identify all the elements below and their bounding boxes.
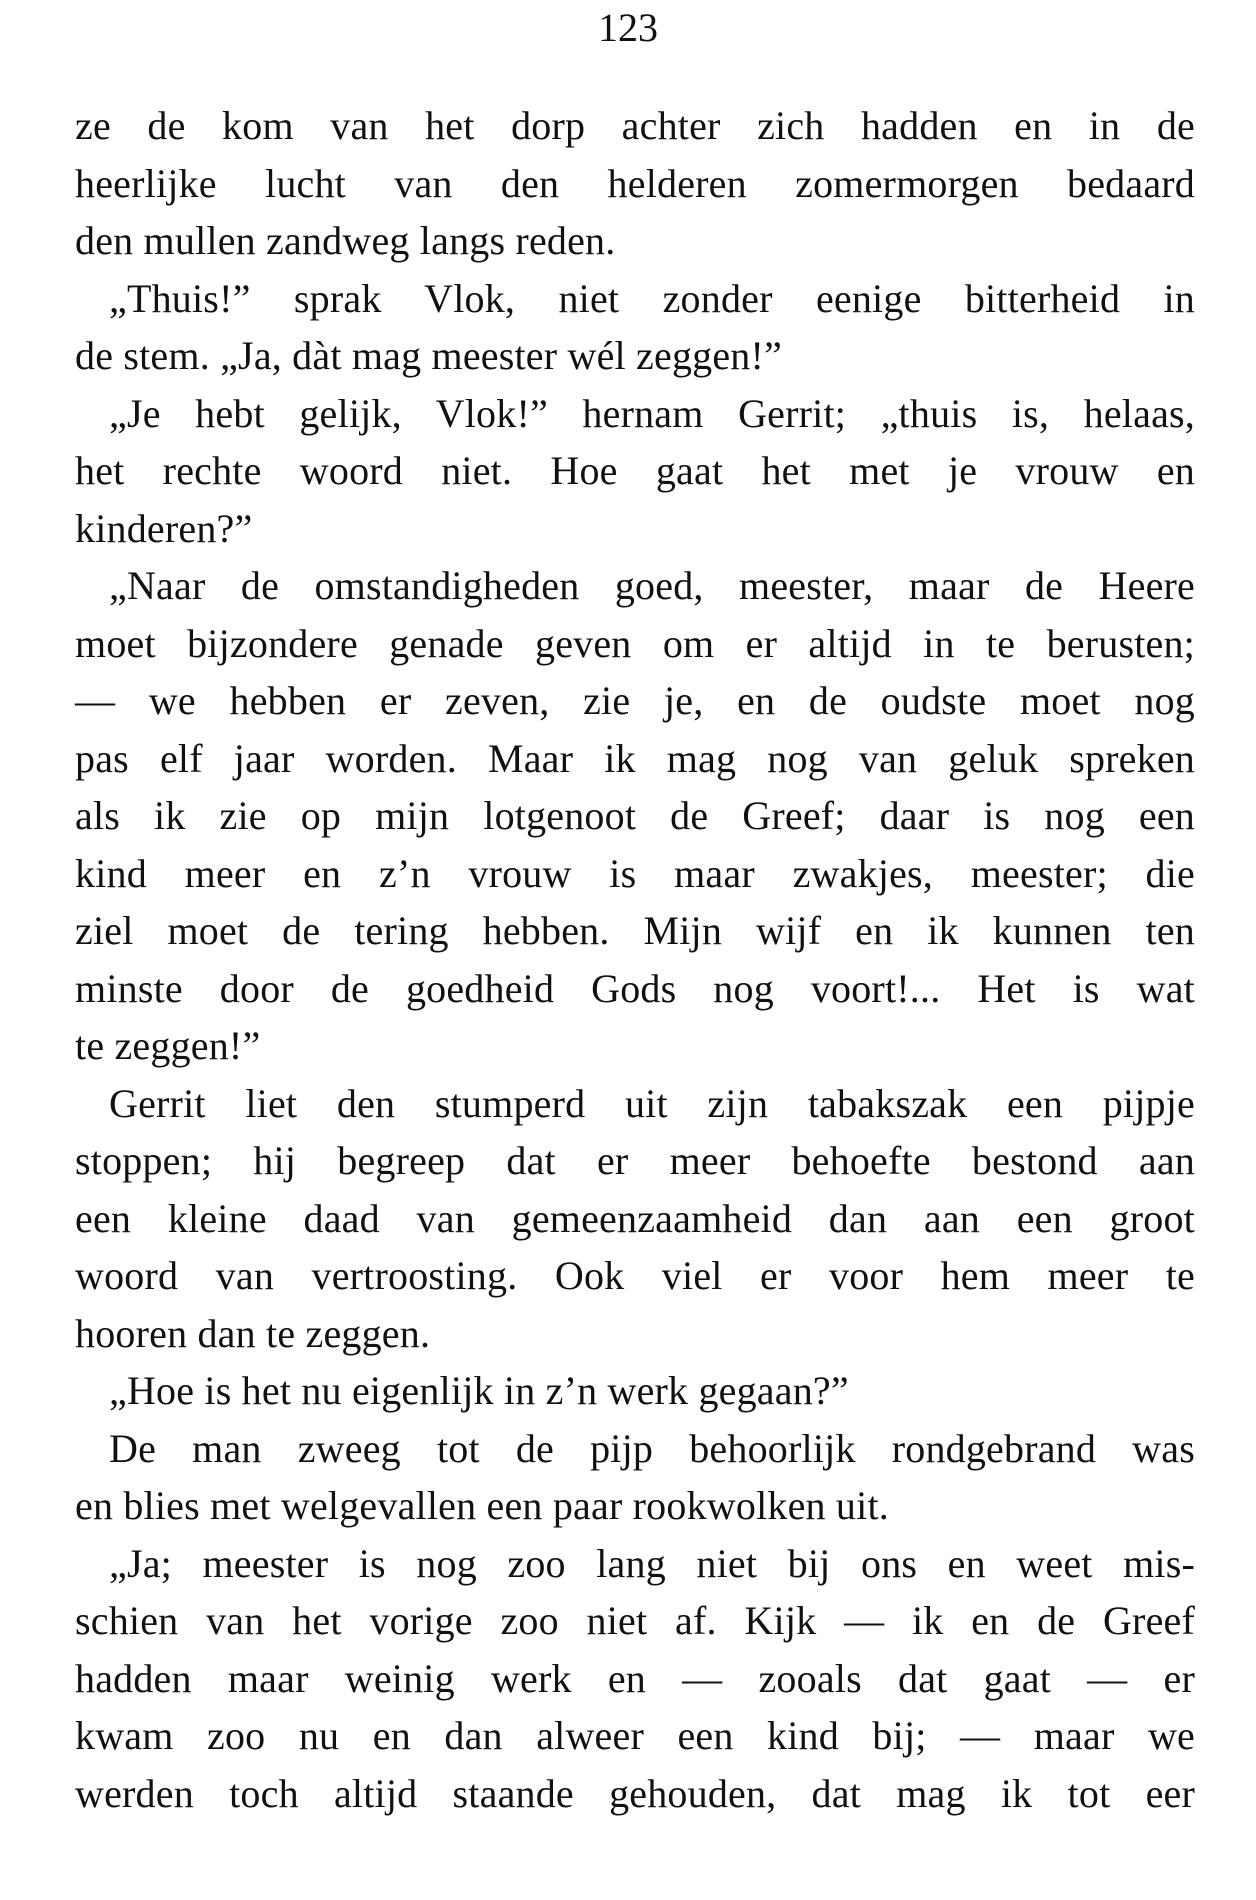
text-line: heerlijke lucht van den helderen zomermorgen bedaard <box>75 160 1195 206</box>
text-line: den mullen zandweg langs reden. <box>75 218 616 263</box>
text-line: pas elf jaar worden. Maar ik mag nog van geluk spreken <box>75 735 1195 781</box>
text-line: en blies met welgevallen een paar rookwolken uit. <box>75 1483 889 1528</box>
text-line: de stem. „Ja, dàt mag meester wél zeggen!” <box>75 333 782 378</box>
text-line: — we hebben er zeven, zie je, en de oudste moet nog <box>75 678 1195 723</box>
text-line: een kleine daad van gemeenzaamheid dan aan een groot <box>75 1195 1195 1241</box>
text-line: stoppen; hij begreep dat er meer behoefte bestond aan <box>75 1138 1195 1183</box>
text-line: schien van het vorige zoo niet af. Kijk — ik en de Greef <box>75 1598 1195 1643</box>
text-line: kwam zoo nu en dan alweer een kind bij; — maar we <box>75 1713 1195 1758</box>
body-text <box>75 97 1195 1822</box>
text-line: moet bijzondere genade geven om er altijd in te berusten; <box>75 620 1195 666</box>
text-line: Gerrit liet den stumperd uit zijn tabakszak een pijpje <box>109 1080 1195 1126</box>
text-line: ziel moet de tering hebben. Mijn wijf en ik kunnen ten <box>75 908 1195 953</box>
text-line: „Je hebt gelijk, Vlok!” hernam Gerrit; „thuis is, helaas, <box>109 390 1195 436</box>
text-line: „Hoe is het nu eigenlijk in z’n werk gegaan?” <box>109 1368 849 1413</box>
text-line: „Thuis!” sprak Vlok, niet zonder eenige bitterheid in <box>109 275 1195 321</box>
text-line: woord van vertroosting. Ook viel er voor hem meer te <box>75 1253 1195 1298</box>
text-line: De man zweeg tot de pijp behoorlijk rondgebrand was <box>109 1425 1195 1471</box>
text-line: werden toch altijd staande gehouden, dat mag ik tot eer <box>75 1770 1195 1816</box>
text-line: kind meer en z’n vrouw is maar zwakjes, meester; die <box>75 850 1195 896</box>
page-number: 123 <box>598 5 658 50</box>
text-line: minste door de goedheid Gods nog voort!... Het is wat <box>75 965 1195 1011</box>
text-line: „Ja; meester is nog zoo lang niet bij ons en weet mis- <box>109 1540 1195 1586</box>
text-line: als ik zie op mijn lotgenoot de Greef; daar is nog een <box>75 793 1195 838</box>
text-line: het rechte woord niet. Hoe gaat het met je vrouw en <box>75 448 1195 493</box>
text-line: hadden maar weinig werk en — zooals dat gaat — er <box>75 1655 1195 1701</box>
text-line: hooren dan te zeggen. <box>75 1310 431 1356</box>
text-line: te zeggen!” <box>75 1023 261 1068</box>
text-line: „Naar de omstandigheden goed, meester, maar de Heere <box>109 563 1195 608</box>
text-line: kinderen?” <box>75 505 253 551</box>
text-line: ze de kom van het dorp achter zich hadden en in de <box>75 103 1195 148</box>
